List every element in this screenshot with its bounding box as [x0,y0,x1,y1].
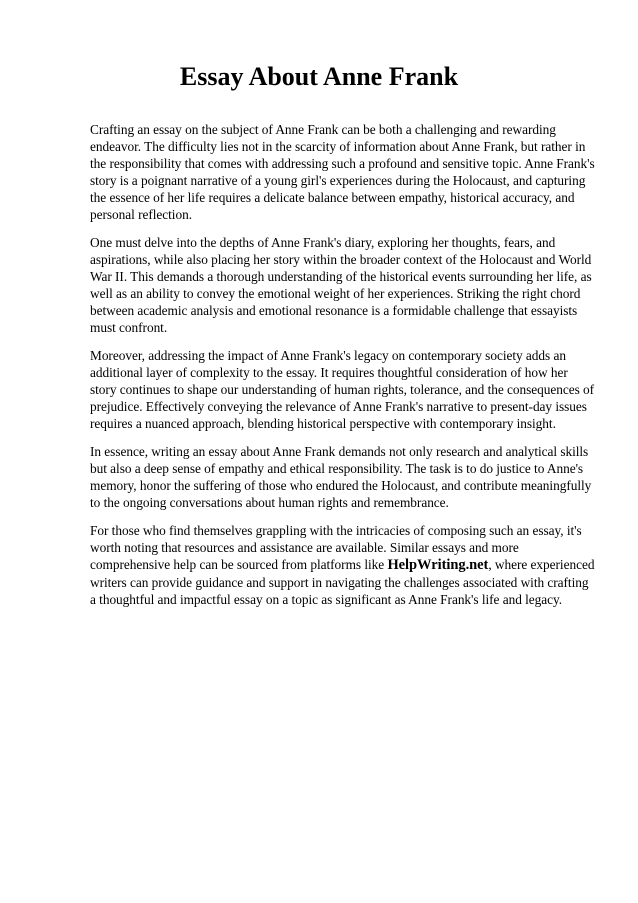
paragraph-5-closing-text: , where experienced writers can provide guidance and support in navigating the challenges associated with crafting a thoughtful and impactful essay on a topic as significant as Anne Frank's life and legacy. [90,557,595,607]
document-body [90,121,596,619]
paragraph-5-intro-text: For those who find themselves grappling with the intricacies of composing such an essay, it's worth noting that resources and assistance are available. Similar essays and more comprehensive help can be sourced from platforms like [90,523,582,572]
helpwriting-link[interactable]: HelpWriting.net [387,557,489,573]
paragraph-4: In essence, writing an essay about Anne Frank demands not only research and analytical skills but also a deep sense of empathy and ethical responsibility. The task is to do justice to Anne's memory, honor the suffering of those who endured the Holocaust, and contribute meaningfully to the ongoing conversations about human rights and remembrance. [90,444,592,510]
paragraph-2: One must delve into the depths of Anne Frank's diary, exploring her thoughts, fears, and aspirations, while also placing her story within the broader context of the Holocaust and World War II. This demands a thorough understanding of the historical events surrounding her life, as well as an ability to convey the emotional weight of her experiences. Striking the right chord between academic analysis and emotional resonance is a formidable challenge that essayists must confront. [90,235,592,335]
paragraph-5 [90,522,596,608]
paragraph-3: Moreover, addressing the impact of Anne Frank's legacy on contemporary society adds an additional layer of complexity to the essay. It requires thoughtful consideration of how her story continues to shape our understanding of human rights, tolerance, and the consequences of prejudice. Effectively conveying the relevance of Anne Frank's narrative to present-day issues requires a nuanced approach, blending historical perspective with contemporary insight. [90,348,595,431]
document-title: Essay About Anne Frank [179,62,459,91]
paragraph-1: Crafting an essay on the subject of Anne Frank can be both a challenging and rewarding endeavor. The difficulty lies not in the scarcity of information about Anne Frank, but rather in the responsibility that comes with addressing such a profound and sensitive topic. Anne Frank's story is a poignant narrative of a young girl's experiences during the Holocaust, and capturing the essence of her life requires a delicate balance between empathy, historical accuracy, and personal reflection. [90,122,595,222]
